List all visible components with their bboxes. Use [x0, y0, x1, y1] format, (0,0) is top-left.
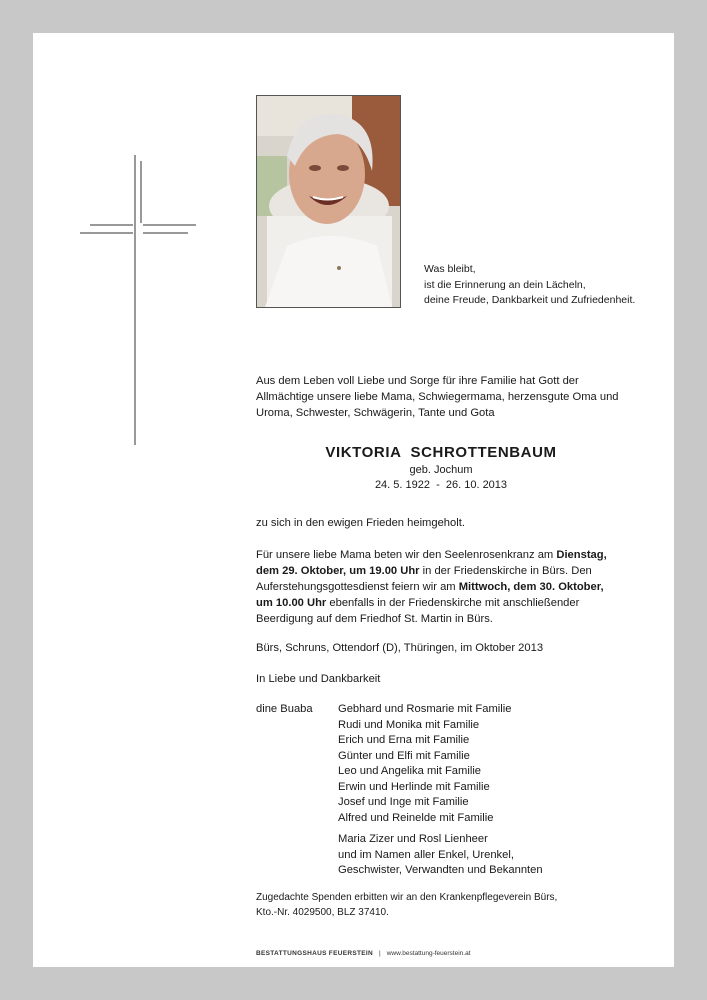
- peace-line: zu sich in den ewigen Frieden heimgeholt.: [256, 517, 465, 529]
- mourner-family: Gebhard und Rosmarie mit Familie: [338, 703, 512, 715]
- service-text: Auferstehungsgottesdienst feiern wir am: [256, 581, 459, 593]
- cross-icon: [80, 153, 200, 453]
- deceased-name: VIKTORIA SCHROTTENBAUM: [325, 444, 557, 461]
- quote-line: ist die Erinnerung an dein Lächeln,: [424, 278, 586, 291]
- service-text: Beerdigung auf dem Friedhof St. Martin in Bürs.: [256, 613, 493, 625]
- place-date-line: Bürs, Schruns, Ottendorf (D), Thüringen, im Oktober 2013: [256, 642, 544, 654]
- funeral-time: um 10.00 Uhr: [256, 597, 327, 609]
- deceased-block: [256, 443, 626, 493]
- intro-paragraph: [256, 373, 636, 421]
- closing: [256, 671, 636, 687]
- footer-separator: |: [378, 950, 381, 957]
- peace-paragraph: [256, 515, 636, 531]
- footer-website-link[interactable]: www.bestattung-feuerstein.at: [386, 950, 471, 957]
- intro-line: Aus dem Leben voll Liebe und Sorge für ihre Familie hat Gott der: [256, 375, 579, 387]
- born-name: geb. Jochum: [409, 464, 473, 476]
- mourner-other: und im Namen aller Enkel, Urenkel,: [338, 848, 514, 861]
- mourner-lead: dine Buaba: [256, 703, 313, 715]
- life-dates: 24. 5. 1922 - 26. 10. 2013: [374, 479, 508, 491]
- service-text: ebenfalls in der Friedenskirche mit anschließender: [326, 597, 580, 609]
- donation-line: Kto.-Nr. 4029500, BLZ 37410.: [256, 907, 389, 918]
- donation-line: Zugedachte Spenden erbitten wir an den Krankenpflegeverein Bürs,: [256, 892, 558, 903]
- footer: [256, 950, 471, 957]
- quote-line: deine Freude, Dankbarkeit und Zufriedenheit.: [424, 294, 636, 306]
- mourner-family: Erwin und Herlinde mit Familie: [338, 780, 490, 793]
- mourner-other: Maria Zizer und Rosl Lienheer: [338, 833, 488, 845]
- intro-line: Allmächtige unsere liebe Mama, Schwiegermama, herzensgute Oma und: [256, 391, 619, 403]
- service-text: in der Friedenskirche in Bürs. Den: [419, 565, 592, 577]
- service-text: Für unsere liebe Mama beten wir den Seelenrosenkranz am: [256, 549, 557, 561]
- mourner-names: [338, 702, 598, 879]
- mourner-family: Leo und Angelika mit Familie: [338, 765, 482, 777]
- quote-line: Was bleibt,: [424, 263, 476, 275]
- closing-line: In Liebe und Dankbarkeit: [256, 673, 381, 685]
- footer-firm: BESTATTUNGSHAUS FEUERSTEIN: [256, 950, 373, 957]
- service-date: dem 29. Oktober, um 19.00 Uhr: [256, 565, 420, 577]
- service-paragraph: [256, 547, 636, 627]
- mourner-family: Alfred und Reinelde mit Familie: [338, 811, 494, 824]
- mourner-family: Günter und Elfi mit Familie: [338, 749, 470, 762]
- mourner-family: Josef und Inge mit Familie: [338, 796, 469, 808]
- mourner-other: Geschwister, Verwandten und Bekannten: [338, 864, 543, 876]
- service-day: Dienstag,: [556, 549, 607, 561]
- intro-line: Uroma, Schwester, Schwägerin, Tante und Gota: [256, 407, 495, 419]
- place-date: [256, 640, 636, 656]
- donation-note: [256, 890, 557, 920]
- memorial-quote: [424, 262, 635, 309]
- funeral-day: Mittwoch, dem 30. Oktober,: [458, 581, 604, 593]
- portrait-photo: [256, 95, 401, 308]
- mourner-family: Erich und Erna mit Familie: [338, 734, 470, 746]
- mourner-family: Rudi und Monika mit Familie: [338, 718, 480, 731]
